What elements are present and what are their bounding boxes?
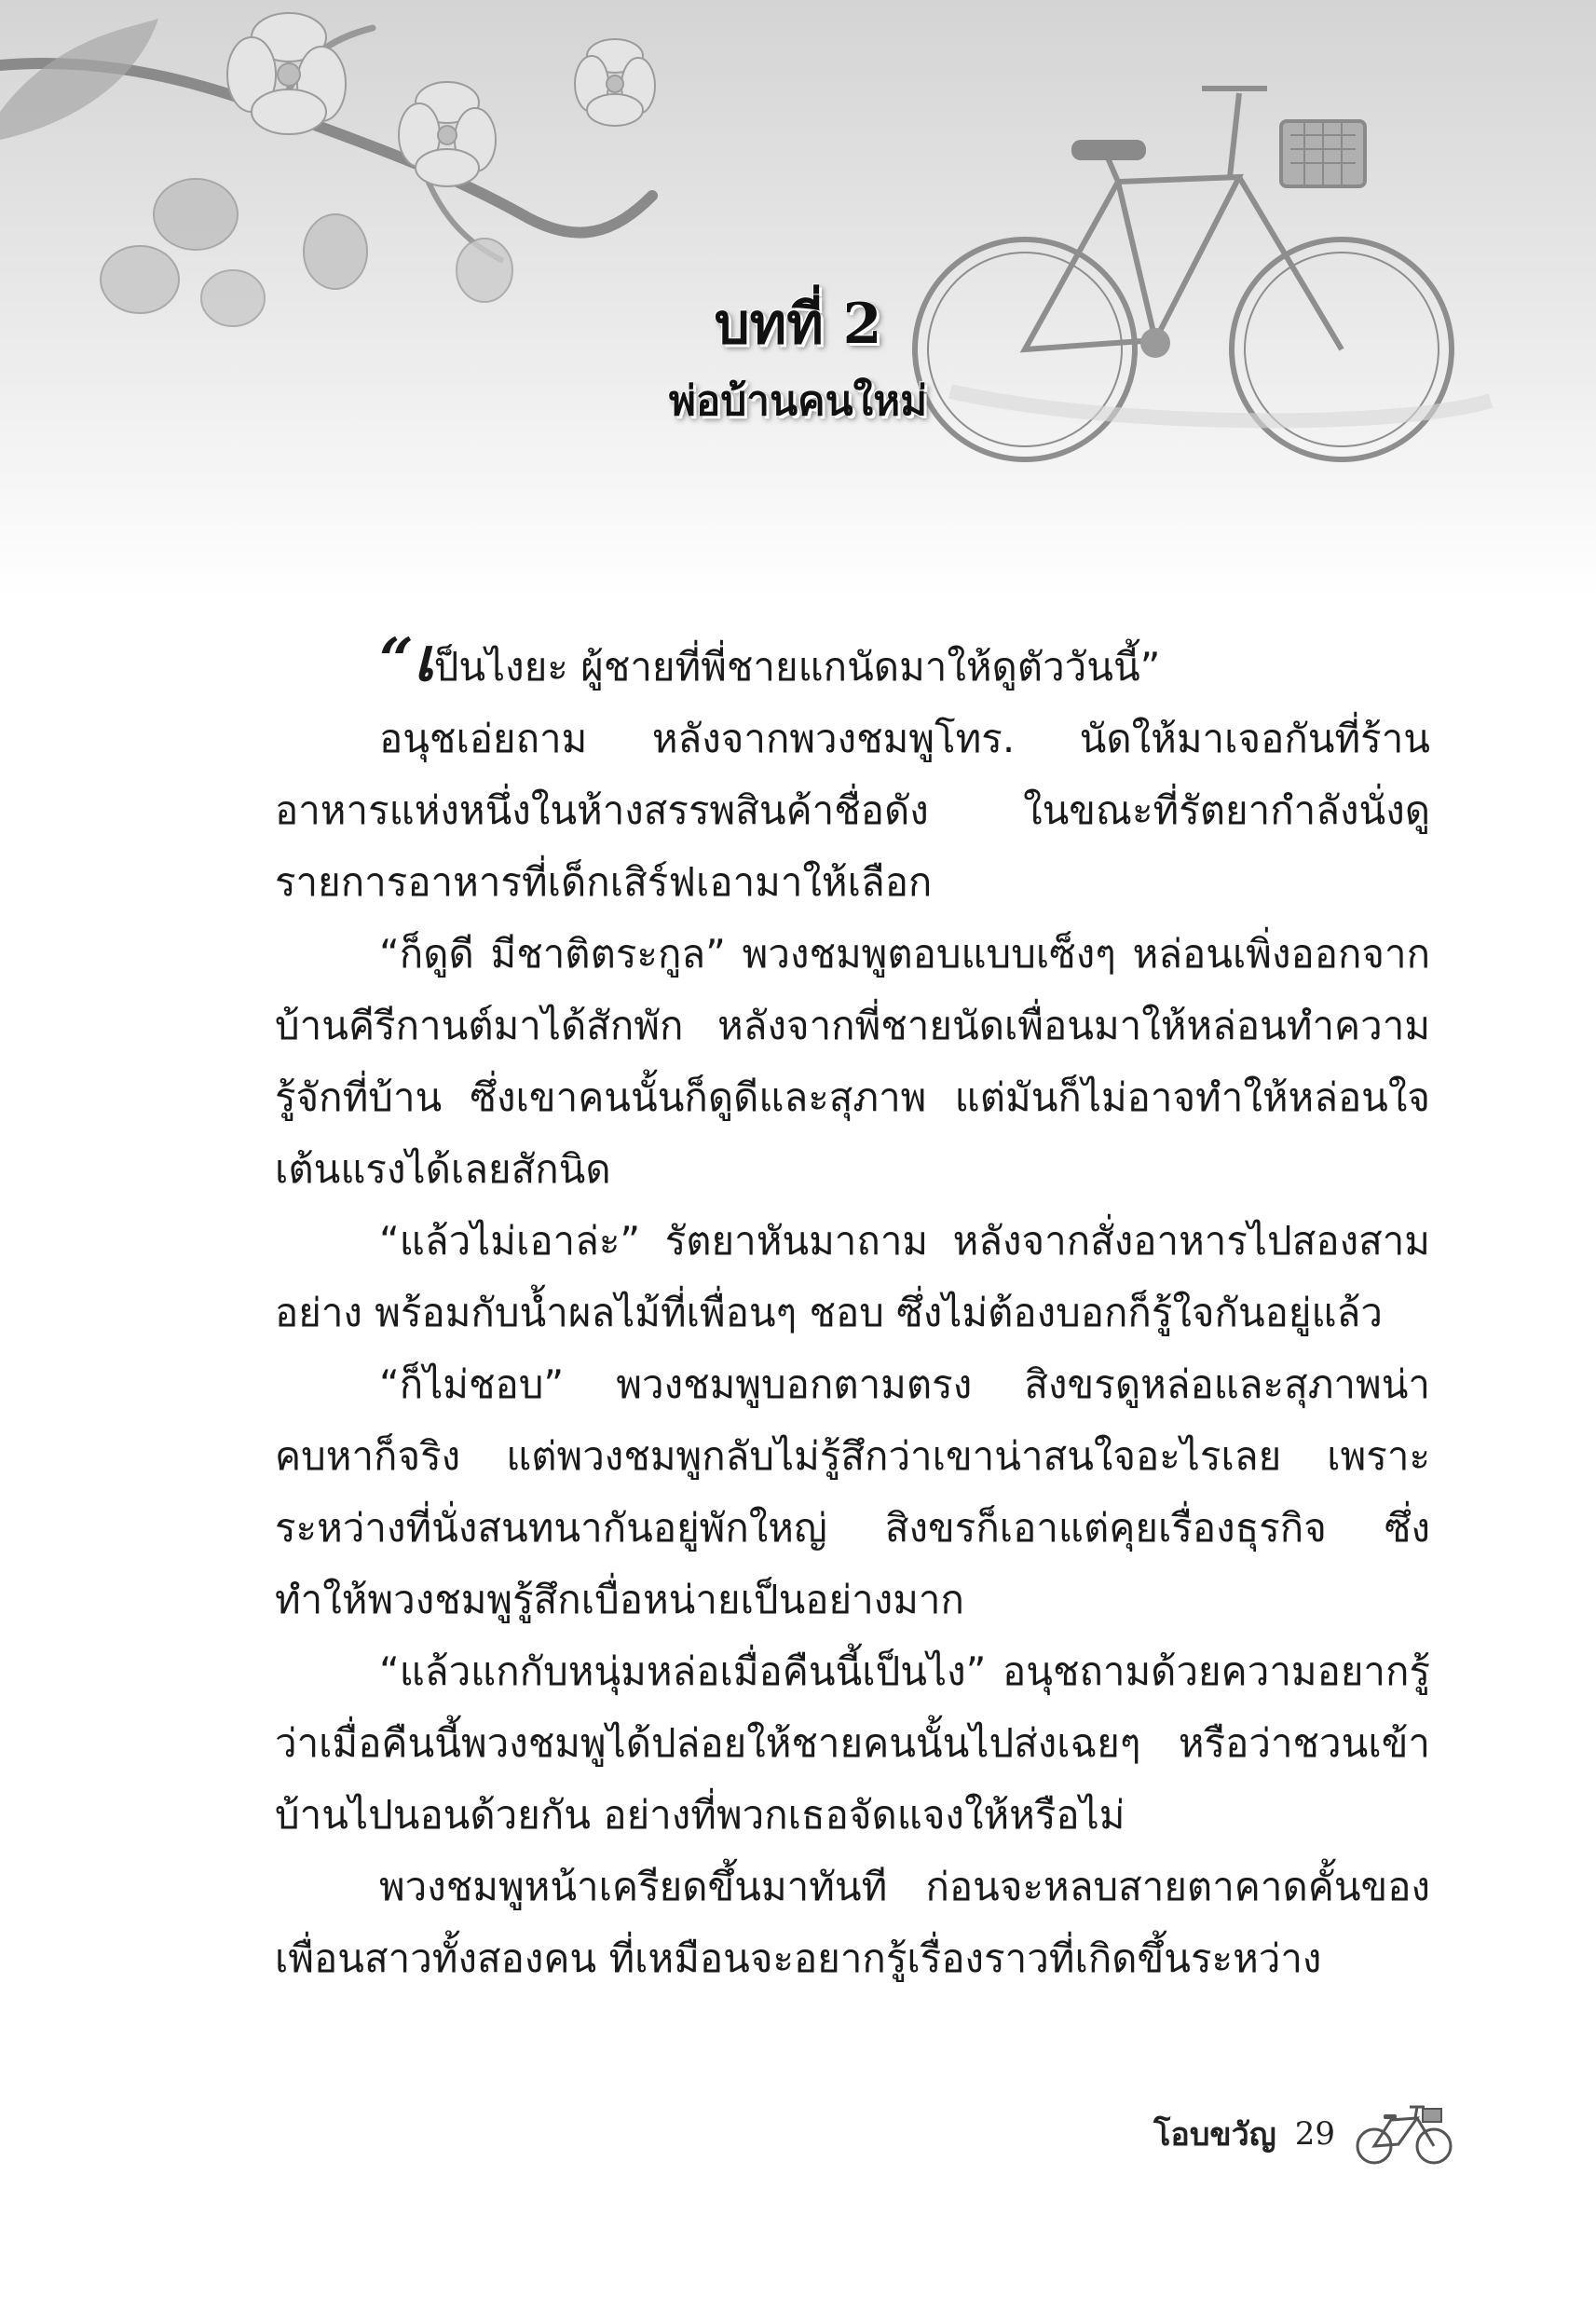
paragraph-6: “แล้วแกกับหนุ่มหล่อเมื่อคืนนี้เป็นไง” อนุชถามด้วยความอยากรู้ ว่าเมื่อคืนนี้พวงชมพูได้ปล่อยให้ชายคนนั้นไปส่งเฉยๆ หรือว่าชวนเข้าบ้านไปนอนด้วยกัน อย่างที่พวกเธอจัดแจงให้หรือไม่	[275, 1648, 1430, 1838]
bicycle-icon	[1354, 2101, 1456, 2167]
paragraph-1	[275, 624, 1430, 703]
paragraph-7: พวงชมพูหน้าเครียดขึ้นมาทันที ก่อนจะหลบสายตาคาดคั้นของเพื่อนสาวทั้งสองคน ที่เหมือนจะอยากรู้เรื่องราวที่เกิดขึ้นระหว่าง	[275, 1864, 1430, 1981]
chapter-title: พ่อบ้านคนใหม่	[668, 377, 928, 425]
drop-cap: เ	[413, 625, 434, 695]
chapter-number: บทที่ 2	[714, 292, 882, 357]
footer-book-title: โอบขวัญ	[1153, 2116, 1276, 2154]
page-number: 29	[1294, 2115, 1335, 2153]
paragraph-2: อนุชเอ่ยถาม หลังจากพวงชมพูโทร. นัดให้มาเจอกันที่ร้านอาหารแห่งหนึ่งในห้างสรรพสินค้าชื่อดัง ในขณะที่รัตยากำลังนั่งดูรายการอาหารที่เด็กเสิร์ฟเอามาให้เลือก	[275, 716, 1430, 905]
paragraph-4: “แล้วไม่เอาล่ะ” รัตยาหันมาถาม หลังจากสั่งอาหารไปสองสามอย่าง พร้อมกับน้ำผลไม้ที่เพื่อนๆ ชอบ ซึ่งไม่ต้องบอกก็รู้ใจกันอยู่แล้ว	[275, 1218, 1430, 1335]
paragraph-3: “ก็ดูดี มีชาติตระกูล” พวงชมพูตอบแบบเซ็งๆ หล่อนเพิ่งออกจากบ้านคีรีกานต์มาได้สักพัก หลังจากพี่ชายนัดเพื่อนมาให้หล่อนทำความรู้จักที่บ้าน ซึ่งเขาคนนั้นก็ดูดีและสุภาพ แต่มันก็ไม่อาจทำให้หล่อนใจเต้นแรงได้เลยสักนิด	[275, 931, 1430, 1192]
page-footer	[1153, 2101, 1456, 2167]
paragraph-5: “ก็ไม่ชอบ” พวงชมพูบอกตามตรง สิงขรดูหล่อและสุภาพน่าคบหาก็จริง แต่พวงชมพูกลับไม่รู้สึกว่าเขาน่าสนใจอะไรเลย เพราะระหว่างที่นั่งสนทนากันอยู่พักใหญ่ สิงขรก็เอาแต่คุยเรื่องธุรกิจ ซึ่งทำให้พวงชมพูรู้สึกเบื่อหน่ายเป็นอย่างมาก	[275, 1361, 1430, 1622]
opening-quote: “	[379, 625, 414, 695]
chapter-body	[275, 624, 1430, 1994]
paragraph-text: ป็นไงยะ ผู้ชายที่พี่ชายแกนัดมาให้ดูตัววันนี้”	[433, 644, 1161, 690]
